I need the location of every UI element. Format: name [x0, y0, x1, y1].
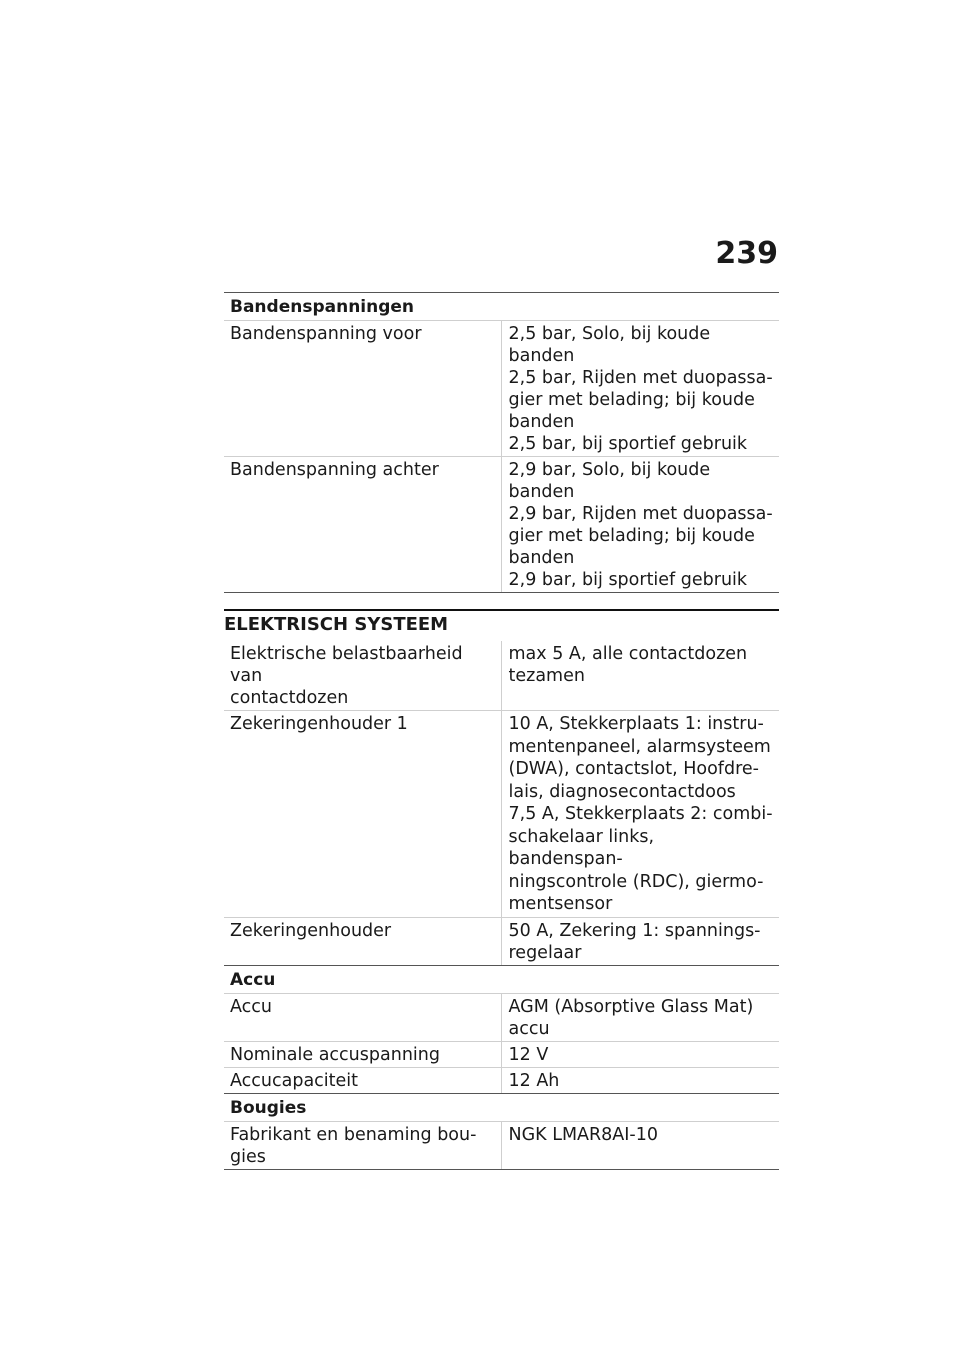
row-label: Zekeringenhouder 1	[224, 711, 501, 918]
value-line: mentsensor	[508, 894, 613, 914]
page-number: 239	[715, 236, 778, 271]
row-label: Bandenspanning voor	[224, 321, 501, 457]
row-label	[224, 641, 501, 711]
row-value	[501, 457, 779, 593]
row-value: NGK LMAR8AI-10	[501, 1121, 779, 1169]
row-label: Bandenspanning achter	[224, 457, 501, 593]
value-line: ningscontrole (RDC), giermo-	[508, 871, 764, 892]
label-line: gies	[230, 1146, 266, 1167]
value-line: (DWA), contactslot, Hoofdre-	[508, 759, 759, 779]
value-line: gier met belading; bij koude	[508, 390, 755, 410]
value-line: 2,9 bar, Rijden met duopassa-	[508, 504, 773, 524]
row-value	[501, 993, 779, 1041]
value-line: 2,5 bar, bij sportief gebruik	[508, 434, 748, 454]
row-label	[224, 1121, 501, 1169]
value-line: max 5 A, alle contactdozen	[508, 644, 748, 664]
label-line: Elektrische belastbaarheid van	[230, 644, 463, 686]
value-line: lais, diagnosecontactdoos	[508, 781, 736, 802]
value-line: 7,5 A, Stekkerplaats 2: combi-	[508, 804, 773, 824]
value-line: 2,9 bar, bij sportief gebruik	[508, 570, 748, 590]
table-row	[224, 1041, 779, 1067]
tyre-pressure-table	[224, 292, 779, 593]
value-line: 2,9 bar, Solo, bij koude banden	[508, 460, 711, 502]
table-row	[224, 993, 779, 1041]
table-subheading-row	[224, 965, 779, 993]
table-row	[224, 917, 779, 965]
value-line: mentenpaneel, alarmsysteem	[508, 736, 771, 757]
table-subheading-row	[224, 1093, 779, 1121]
table-row	[224, 457, 779, 593]
value-line: banden	[508, 548, 575, 568]
row-label: Accu	[224, 993, 501, 1041]
row-label: Zekeringenhouder	[224, 917, 501, 965]
value-line: schakelaar links, bandenspan-	[508, 826, 655, 869]
value-line: 50 A, Zekering 1: spannings-	[508, 920, 761, 941]
table-subheading-row	[224, 293, 779, 321]
value-line: AGM (Absorptive Glass Mat)	[508, 996, 754, 1017]
value-line: accu	[508, 1018, 550, 1039]
table-row	[224, 1121, 779, 1169]
value-line: gier met belading; bij koude	[508, 526, 755, 546]
row-value	[501, 711, 779, 918]
spec-content	[224, 292, 779, 1170]
spark-plugs-heading: Bougies	[224, 1093, 779, 1121]
value-line: 2,5 bar, Solo, bij koude banden	[508, 324, 711, 366]
tyre-pressure-heading: Bandenspanningen	[224, 293, 779, 321]
row-value	[501, 641, 779, 711]
table-row	[224, 711, 779, 918]
value-line: 2,5 bar, Rijden met duopassa-	[508, 368, 773, 388]
table-row	[224, 1067, 779, 1093]
value-line: tezamen	[508, 666, 585, 686]
label-line: contactdozen	[230, 688, 349, 708]
row-label: Nominale accuspanning	[224, 1041, 501, 1067]
value-line: 10 A, Stekkerplaats 1: instru-	[508, 714, 764, 734]
table-row	[224, 641, 779, 711]
value-line: regelaar	[508, 942, 582, 963]
label-line: Fabrikant en benaming bou-	[230, 1124, 477, 1145]
row-value: 12 Ah	[501, 1067, 779, 1093]
electrical-table	[224, 641, 779, 1170]
row-label: Accucapaciteit	[224, 1067, 501, 1093]
section-title-electrical: ELEKTRISCH SYSTEEM	[224, 609, 779, 641]
battery-heading: Accu	[224, 965, 779, 993]
row-value: 12 V	[501, 1041, 779, 1067]
row-value	[501, 321, 779, 457]
table-row	[224, 321, 779, 457]
value-line: banden	[508, 412, 575, 432]
row-value	[501, 917, 779, 965]
